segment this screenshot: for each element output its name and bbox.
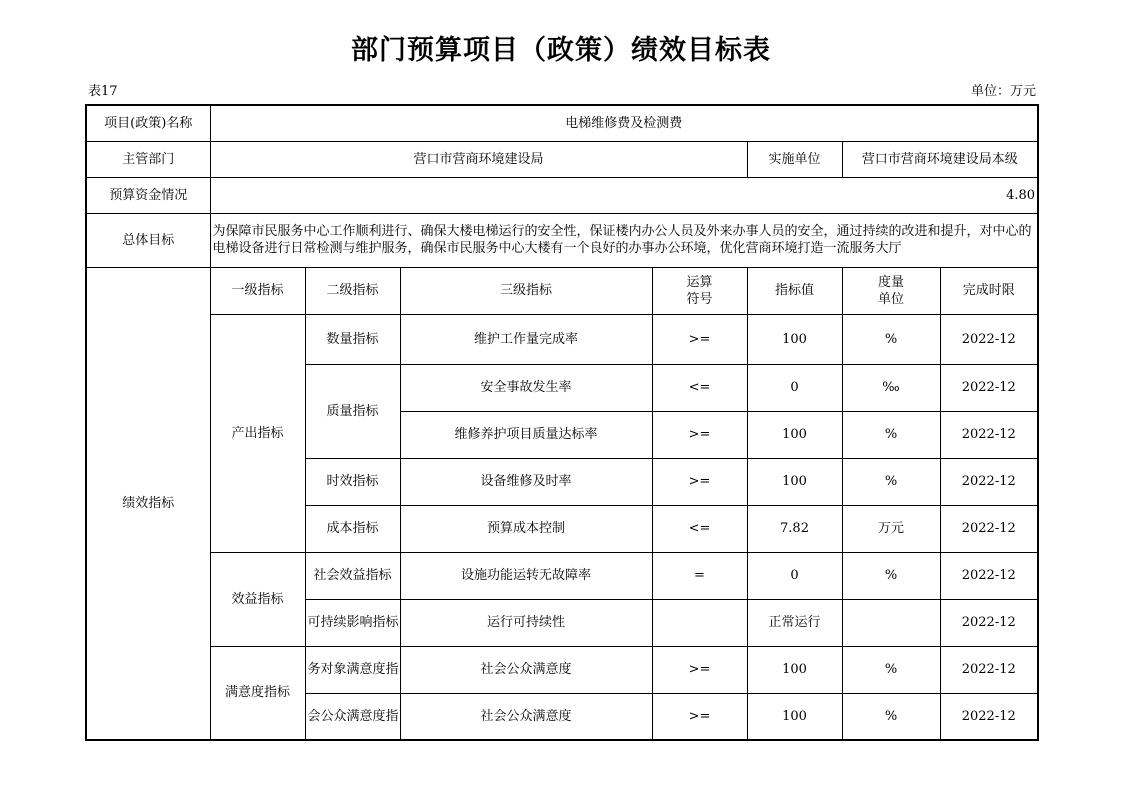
overall-goal-label: 总体目标 <box>86 213 210 267</box>
value-cell: 0 <box>747 364 842 411</box>
budget-label: 预算资金情况 <box>86 177 210 213</box>
header-level3: 三级指标 <box>400 267 652 314</box>
value-cell: 100 <box>747 646 842 693</box>
level2-cell: 数量指标 <box>305 314 400 364</box>
operator-cell: >= <box>652 693 747 740</box>
level3-cell: 维修养护项目质量达标率 <box>400 411 652 458</box>
table-number: 表17 <box>88 84 118 99</box>
deadline-cell: 2022-12 <box>940 693 1038 740</box>
overall-goal-value: 为保障市民服务中心工作顺利进行、确保大楼电梯运行的安全性，保证楼内办公人员及外来办事人员的安全，通过持续的改进和提升，对中心的电梯设备进行日常检测与维护服务，确保市民服务中心大楼有一个良好的办事办公环境，优化营商环境打造一流服务大厅 <box>210 213 1038 267</box>
level2-cell: 社会效益指标 <box>305 552 400 599</box>
operator-cell: >= <box>652 458 747 505</box>
impl-unit-value: 营口市营商环境建设局本级 <box>842 141 1038 177</box>
project-name-label: 项目(政策)名称 <box>86 105 210 141</box>
deadline-cell: 2022-12 <box>940 552 1038 599</box>
project-name-value: 电梯维修费及检测费 <box>210 105 1038 141</box>
operator-cell: >= <box>652 646 747 693</box>
table-row <box>86 314 1038 364</box>
table-row <box>86 646 1038 693</box>
operator-cell: >= <box>652 314 747 364</box>
level2-cell: 时效指标 <box>305 458 400 505</box>
group-satisfaction: 满意度指标 <box>210 646 305 740</box>
value-cell: 100 <box>747 411 842 458</box>
dept-label: 主管部门 <box>86 141 210 177</box>
level3-cell: 预算成本控制 <box>400 505 652 552</box>
value-cell: 正常运行 <box>747 599 842 646</box>
budget-value: 4.80 <box>210 177 1038 213</box>
deadline-cell: 2022-12 <box>940 314 1038 364</box>
unit-cell: % <box>842 552 940 599</box>
deadline-cell: 2022-12 <box>940 505 1038 552</box>
deadline-cell: 2022-12 <box>940 411 1038 458</box>
header-operator-line2: 符号 <box>686 291 713 307</box>
header-level2: 二级指标 <box>305 267 400 314</box>
value-cell: 7.82 <box>747 505 842 552</box>
level2-cell: 质量指标 <box>305 364 400 458</box>
unit-cell: % <box>842 646 940 693</box>
deadline-cell: 2022-12 <box>940 364 1038 411</box>
header-unit <box>842 267 940 314</box>
value-cell: 100 <box>747 458 842 505</box>
dept-value: 营口市营商环境建设局 <box>210 141 747 177</box>
deadline-cell: 2022-12 <box>940 458 1038 505</box>
header-operator-line1: 运算 <box>686 274 713 290</box>
performance-target-table <box>85 104 1039 741</box>
deadline-cell: 2022-12 <box>940 646 1038 693</box>
level3-cell: 维护工作量完成率 <box>400 314 652 364</box>
operator-cell <box>652 599 747 646</box>
operator-cell: <= <box>652 505 747 552</box>
level3-cell: 运行可持续性 <box>400 599 652 646</box>
unit-cell <box>842 599 940 646</box>
level3-cell: 设备维修及时率 <box>400 458 652 505</box>
header-value: 指标值 <box>747 267 842 314</box>
header-unit-line1: 度量 <box>877 274 904 290</box>
level3-cell: 社会公众满意度 <box>400 646 652 693</box>
level2-cell: 可持续影响指标 <box>305 599 400 646</box>
unit-cell: 万元 <box>842 505 940 552</box>
deadline-cell: 2022-12 <box>940 599 1038 646</box>
group-output: 产出指标 <box>210 314 305 552</box>
level2-cell: 成本指标 <box>305 505 400 552</box>
unit-cell: % <box>842 458 940 505</box>
unit-label: 单位：万元 <box>970 84 1036 99</box>
operator-cell: >= <box>652 411 747 458</box>
group-benefit: 效益指标 <box>210 552 305 646</box>
header-level1: 一级指标 <box>210 267 305 314</box>
unit-cell: ‰ <box>842 364 940 411</box>
value-cell: 100 <box>747 314 842 364</box>
unit-cell: % <box>842 693 940 740</box>
operator-cell: <= <box>652 364 747 411</box>
table-row <box>86 552 1038 599</box>
unit-cell: % <box>842 314 940 364</box>
value-cell: 100 <box>747 693 842 740</box>
level3-cell: 安全事故发生率 <box>400 364 652 411</box>
value-cell: 0 <box>747 552 842 599</box>
level2-cell: 务对象满意度指 <box>305 646 400 693</box>
header-deadline: 完成时限 <box>940 267 1038 314</box>
unit-cell: % <box>842 411 940 458</box>
level3-cell: 设施功能运转无故障率 <box>400 552 652 599</box>
header-operator <box>652 267 747 314</box>
impl-unit-label: 实施单位 <box>747 141 842 177</box>
header-unit-line2: 单位 <box>877 291 904 307</box>
operator-cell: = <box>652 552 747 599</box>
level3-cell: 社会公众满意度 <box>400 693 652 740</box>
perf-indicators-label: 绩效指标 <box>86 267 210 740</box>
level2-cell: 会公众满意度指 <box>305 693 400 740</box>
page-title: 部门预算项目（政策）绩效目标表 <box>351 35 771 66</box>
